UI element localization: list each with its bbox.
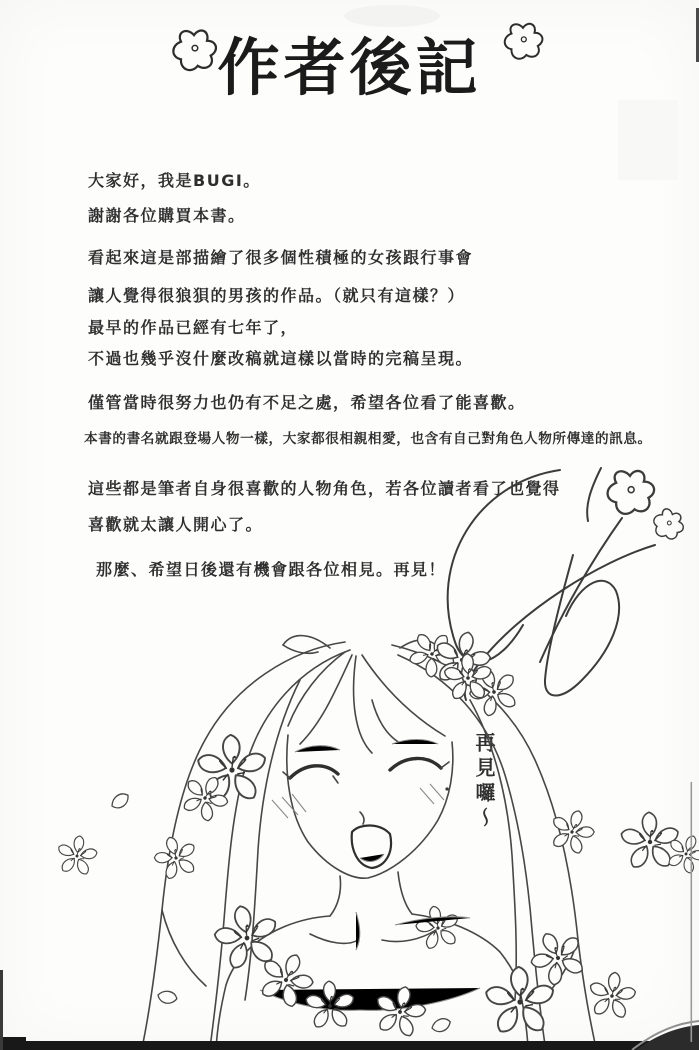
cherry-blossom-icon <box>304 981 355 1030</box>
flower-doodle-icon <box>649 505 688 543</box>
petal-icon <box>156 988 178 1006</box>
afterword-line: 僅管當時很努力也仍有不足之處，希望各位看了能喜歡。 <box>88 393 526 412</box>
flower-doodle-icon <box>608 471 655 514</box>
cherry-blossom-icon <box>484 967 556 1036</box>
afterword-line: 這些都是筆者自身很喜歡的人物角色，若各位讀者看了也覺得 <box>88 479 561 498</box>
speech-bubble-text: 再見囉～ <box>472 732 496 832</box>
afterword-line: 那麼、希望日後還有機會跟各位相見。再見！ <box>96 560 447 579</box>
afterword-line: 最早的作品已經有七年了， <box>88 318 299 337</box>
afterword-line: 不過也幾乎沒什麼改稿就這樣以當時的完稿呈現。 <box>88 349 474 368</box>
afterword-line: 喜歡就太讓人開心了。 <box>88 515 264 534</box>
cherry-blossom-icon <box>584 968 640 1022</box>
cherry-blossom-icon <box>149 831 203 883</box>
afterword-line: 看起來這是部描繪了很多個性積極的女孩跟行事會 <box>88 248 474 267</box>
petal-icon <box>431 1018 452 1033</box>
cherry-blossom-icon <box>412 902 464 953</box>
afterword-line: 謝謝各位購買本書。 <box>88 206 246 225</box>
girl-line-art <box>142 636 596 1050</box>
afterword-line: 讓人覺得很狼狽的男孩的作品。（就只有這樣？） <box>88 286 466 305</box>
petal-icon <box>109 791 131 810</box>
cherry-blossom-icon <box>543 803 600 859</box>
page-title: 作者後記 <box>217 31 482 104</box>
afterword-line: 本書的書名就跟登場人物一樣，大家都很相親相愛，也含有自己對角色人物所傳達的訊息。 <box>84 431 652 447</box>
scan-smudge <box>344 5 678 180</box>
cherry-blossom-icon <box>53 832 101 878</box>
afterword-line: 大家好，我是BUGI。 <box>88 171 261 190</box>
scan-edge <box>0 8 699 1050</box>
